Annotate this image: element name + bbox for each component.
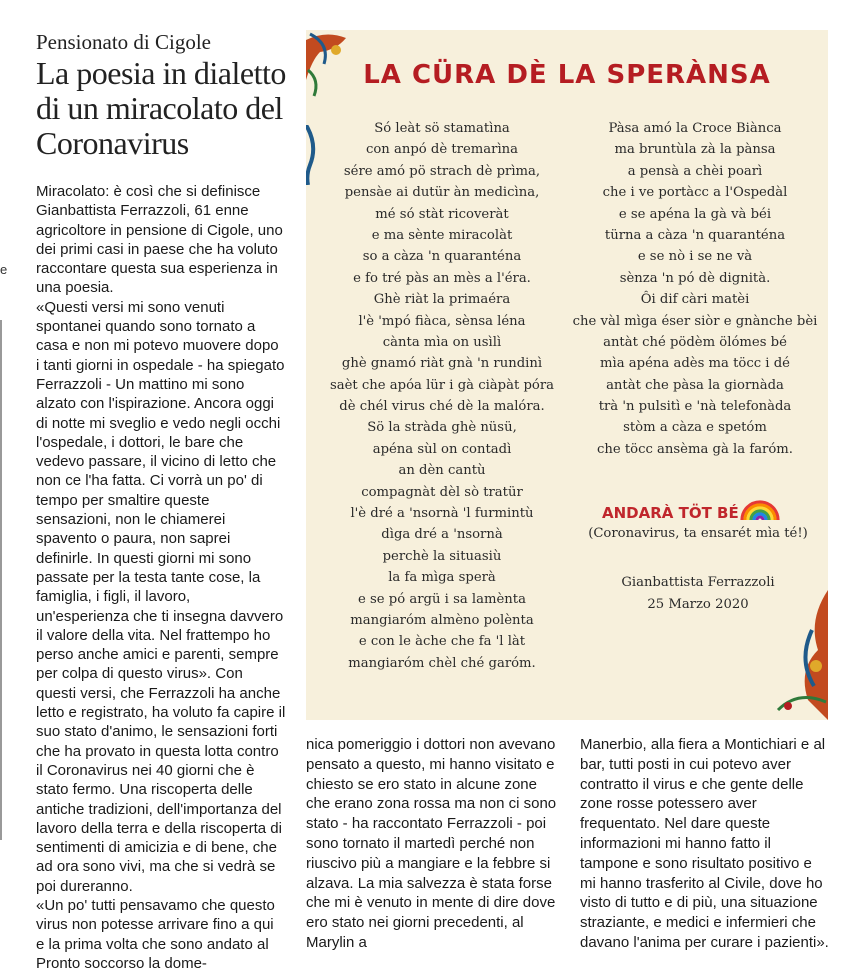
poem-line: dè chél virus ché dè la malóra. xyxy=(339,399,545,415)
poem-line: e se apéna la gà và béi xyxy=(618,206,772,222)
article-kicker: Pensionato di Cigole xyxy=(36,30,211,54)
poem-line: che vàl mìga éser siòr e gnànche bèi xyxy=(572,313,818,329)
poem-line: trà 'n pulsitì e 'nà telefonàda xyxy=(598,399,792,415)
poem-line: antàt che pàsa la giornàda xyxy=(606,377,784,393)
poem-signature xyxy=(568,572,828,616)
article-body-left-column xyxy=(36,182,286,973)
poem-title: LA CÜRA DÈ LA SPERÀNSA xyxy=(363,60,771,90)
poem-line: l'è 'mpó fiàca, sènsa léna xyxy=(358,313,526,329)
poem-line: sènza 'n pó dè dignità. xyxy=(619,270,771,286)
article-paragraph: «Un po' tutti pensavamo che questo virus non potesse arrivare fino a qui e la prima volta che sono andato al Pronto soccorso la dome- xyxy=(36,896,275,972)
poem-right-column xyxy=(564,118,826,460)
poem-box xyxy=(306,30,828,720)
adjacent-column-fragment: e xyxy=(0,262,8,277)
poem-line: e se pó argü i sa lamènta xyxy=(358,591,526,607)
poem-line: l'è dré a 'nsornà 'l furmintù xyxy=(350,506,534,522)
poem-line: la fa mìga sperà xyxy=(388,570,496,586)
poem-line: mé só stàt ricoveràt xyxy=(375,206,509,222)
poem-line: pensàe ai dutür àn medicìna, xyxy=(344,185,540,201)
poem-line: e fo tré pàs an mès a l'éra. xyxy=(353,270,531,286)
poem-line: mìa apéna adès ma töcc i dé xyxy=(600,356,790,372)
poem-line: ma bruntùla zà la pànsa xyxy=(614,142,776,158)
poem-date: 25 Marzo 2020 xyxy=(647,597,749,612)
poem-line: mangiaróm chèl ché garóm. xyxy=(348,655,536,671)
poem-line: cànta mìa on usìlì xyxy=(382,334,502,350)
poem-line: Pàsa amó la Croce Biànca xyxy=(608,121,782,136)
poem-closing: ANDARÀ TÖT BÉ xyxy=(602,504,739,522)
poem-line: che i ve portàcc a l'Ospedàl xyxy=(602,185,788,201)
poem-line: e con le àche che fa 'l làt xyxy=(358,634,526,650)
poem-line: apéna sùl on contadì xyxy=(372,441,512,457)
column-divider xyxy=(0,320,2,840)
poem-line: compagnàt dèl sò tratür xyxy=(361,484,523,500)
poem-line: Sö la stràda ghè nüsü, xyxy=(367,420,517,436)
poem-line: Só leàt sö stamatìna xyxy=(374,121,510,136)
poem-line: perchè la situasiù xyxy=(382,548,502,564)
poem-line: e ma sènte miracolàt xyxy=(371,227,513,243)
poem-line: so a càza 'n quaranténa xyxy=(362,249,522,265)
poem-line: an dèn cantù xyxy=(398,463,486,479)
poem-line: saèt che apóa lür i gà ciàpàt póra xyxy=(329,377,555,393)
poem-note: (Coronavirus, ta ensarét mìa té!) xyxy=(588,526,808,541)
poem-line: sére amó pö strach dè prìma, xyxy=(343,163,541,179)
article-body-bottom-column-2 xyxy=(580,735,830,953)
article-paragraph: «Questi versi mi sono venuti spontanei quando sono tornato a casa e non mi potevo muovere dopo i tanti giorni in ospedale - ha spiegato Ferrazzoli - Un mattino mi sono alzato con l'ispirazione. Ancora oggi di notte mi sveglio e vedo negli occhi l'ospedale, i dottori, le bare che vedevo passare, il vicino di letto che non ce l'ha fatta. Ci vorrà un po' di tempo per smaltire queste sensazioni, non le chiamerei spavento o paura, non saprei definirle. In questi giorni mi sono passate per la testa tante cose, la famiglia, i figli, il lavoro, un'esperienza che ti insegna davvero il valore della vita. Nel frattempo ho perso anche amici e parenti, sempre per colpa di questo virus». Con questi versi, che Ferrazzoli ha anche letto e registrato, ha voluto fa capire il suo stato d'animo, le sensazioni forti che ha provato in questa lotta contro il Coronavirus nei 40 giorni che è stato fermo. Una riscoperta delle antiche tradizioni, dell'importanza del lavoro della terra e della riscoperta di sentimenti di amicizia e di bene, che ad ora sono vivi, ma che si vedrà se poi dureranno. xyxy=(36,298,286,895)
poem-author: Gianbattista Ferrazzoli xyxy=(621,575,775,590)
poem-line: Ôi dif càri matèi xyxy=(640,292,750,308)
poem-line: Ghè riàt la primaéra xyxy=(373,292,511,308)
poem-line: a pensà a chèi poarì xyxy=(627,163,763,179)
poem-line: mangiaróm almèno polènta xyxy=(350,612,534,628)
poem-line: con anpó dè tremarìna xyxy=(365,142,519,158)
rainbow-icon xyxy=(739,496,781,522)
poem-line: ghè gnamó riàt gnà 'n rundinì xyxy=(341,356,543,372)
poem-line: stòm a càza e spetóm xyxy=(623,420,767,436)
poem-line: che töcc ansèma gà la faróm. xyxy=(596,441,794,457)
article-paragraph: nica pomeriggio i dottori non avevano pensato a questo, mi hanno visitato e chiesto se ero stato in alcune zone che erano zona rossa ma non ci sono stato - ha raccontato Ferrazzoli - poi sono tornato il martedì perché non riuscivo più a mangiare e la febbre si alzava. La mia salvezza è stata forse che mi è venuto in mente di dire dove ero stato nei giorni precedenti, al Marylin a xyxy=(306,736,557,951)
article-body-bottom-column-1 xyxy=(306,735,561,953)
article-headline: La poesia in dialetto di un miracolato del Coronavirus xyxy=(36,55,286,161)
article-paragraph: Manerbio, alla fiera a Montichiari e al bar, tutti posti in cui potevo aver contratto il virus e che gente delle zone rosse potessero aver frequentato. Nel dare queste informazioni mi hanno fatto il tampone e sono risultato positivo e mi hanno trasferito al Civile, dove ho visto di tutto e di più, una situazione straziante, e medici e infermieri che davano l'anima per curare i pazienti». xyxy=(580,736,829,951)
poem-line: e se nò i se ne và xyxy=(637,249,753,265)
article-paragraph: Miracolato: è così che si definisce Gianbattista Ferrazzoli, 61 enne agricoltore in pensione di Cigole, uno dei primi casi in paese che ha voluto raccontare questa sua esperienza in una poesia. xyxy=(36,183,283,297)
poem-line: türna a càza 'n quaranténa xyxy=(604,227,786,243)
poem-line: antàt ché pödèm ölómes bé xyxy=(603,334,787,350)
poem-line: dìga dré a 'nsornà xyxy=(381,527,503,543)
poem-left-column xyxy=(316,118,568,674)
